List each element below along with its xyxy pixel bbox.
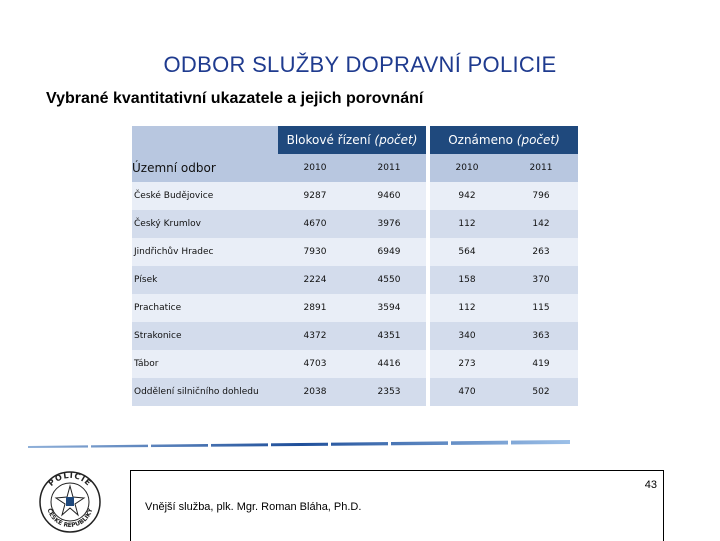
cell-value: 4416 <box>352 350 426 378</box>
row-name: Jindřichův Hradec <box>132 238 278 266</box>
decorative-stripe <box>28 440 570 448</box>
cell-value: 796 <box>504 182 578 210</box>
table-row <box>132 322 578 350</box>
row-name: České Budějovice <box>132 182 278 210</box>
table-year-header-row <box>132 154 578 182</box>
cell-value: 564 <box>430 238 504 266</box>
cell-value: 158 <box>430 266 504 294</box>
police-emblem-icon <box>38 470 102 534</box>
cell-value: 363 <box>504 322 578 350</box>
table-row <box>132 350 578 378</box>
cell-value: 4351 <box>352 322 426 350</box>
year-header: 2011 <box>504 154 578 182</box>
year-header: 2010 <box>278 154 352 182</box>
group-header-suffix: (počet) <box>516 133 560 147</box>
year-header: 2011 <box>352 154 426 182</box>
table-row <box>132 210 578 238</box>
row-name: Oddělení silničního dohledu <box>132 378 278 406</box>
table-row <box>132 294 578 322</box>
cell-value: 3976 <box>352 210 426 238</box>
cell-value: 2038 <box>278 378 352 406</box>
group-header-suffix: (počet) <box>374 133 418 147</box>
cell-value: 273 <box>430 350 504 378</box>
cell-value: 2891 <box>278 294 352 322</box>
cell-value: 419 <box>504 350 578 378</box>
footer-box <box>130 470 664 541</box>
group-header-oznameno <box>430 126 578 154</box>
page-title: ODBOR SLUŽBY DOPRAVNÍ POLICIE <box>163 52 557 77</box>
group-header-label: Oznámeno <box>448 133 513 147</box>
row-name: Tábor <box>132 350 278 378</box>
cell-value: 142 <box>504 210 578 238</box>
table-row <box>132 266 578 294</box>
cell-value: 112 <box>430 210 504 238</box>
table-group-header-row <box>132 126 578 154</box>
row-name: Písek <box>132 266 278 294</box>
cell-value: 9460 <box>352 182 426 210</box>
table-corner <box>132 126 278 154</box>
cell-value: 115 <box>504 294 578 322</box>
row-header-label: Územní odbor <box>132 154 278 182</box>
cell-value: 2353 <box>352 378 426 406</box>
cell-value: 340 <box>430 322 504 350</box>
table-row <box>132 182 578 210</box>
cell-value: 263 <box>504 238 578 266</box>
year-header: 2010 <box>430 154 504 182</box>
table-row <box>132 238 578 266</box>
emblem-top-text: POLICIE <box>46 470 94 489</box>
cell-value: 2224 <box>278 266 352 294</box>
group-header-blokove-rizeni <box>278 126 426 154</box>
page-subtitle: Vybrané kvantitativní ukazatele a jejich porovnání <box>46 90 424 107</box>
row-name: Strakonice <box>132 322 278 350</box>
page-number: 43 <box>644 479 657 491</box>
cell-value: 4550 <box>352 266 426 294</box>
table-row <box>132 378 578 406</box>
cell-value: 7930 <box>278 238 352 266</box>
emblem-bottom-text: ČESKÉ REPUBLIKY <box>45 507 95 530</box>
cell-value: 6949 <box>352 238 426 266</box>
row-name: Český Krumlov <box>132 210 278 238</box>
cell-value: 4372 <box>278 322 352 350</box>
cell-value: 9287 <box>278 182 352 210</box>
statistics-table <box>132 126 578 406</box>
cell-value: 502 <box>504 378 578 406</box>
cell-value: 942 <box>430 182 504 210</box>
cell-value: 470 <box>430 378 504 406</box>
cell-value: 3594 <box>352 294 426 322</box>
cell-value: 4703 <box>278 350 352 378</box>
cell-value: 370 <box>504 266 578 294</box>
group-header-label: Blokové řízení <box>286 133 371 147</box>
row-name: Prachatice <box>132 294 278 322</box>
footer-author: Vnější služba, plk. Mgr. Roman Bláha, Ph.D. <box>145 501 362 513</box>
cell-value: 112 <box>430 294 504 322</box>
cell-value: 4670 <box>278 210 352 238</box>
